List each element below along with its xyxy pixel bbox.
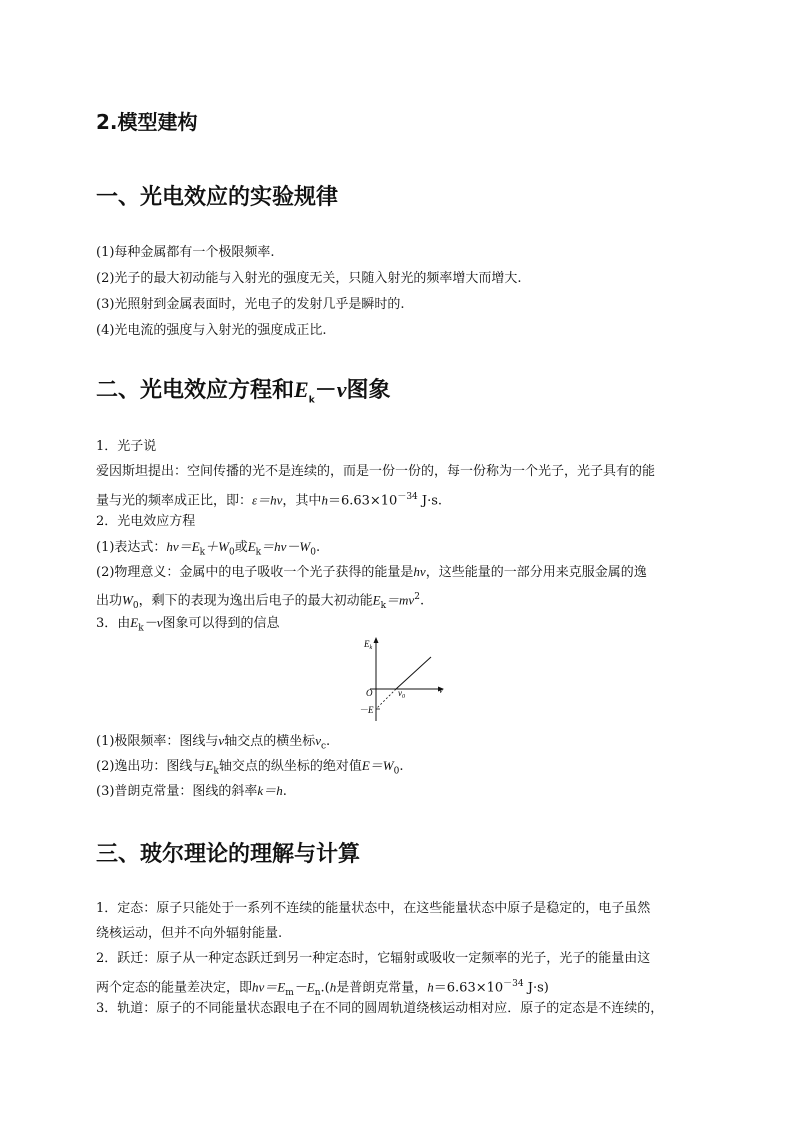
p2-line2-exp: －34 (503, 979, 524, 989)
ek-v-graph (356, 633, 452, 725)
sec3-p1-line2: 绕核运动，但并不向外辐射能量. (96, 926, 283, 941)
p2-line2-d: ＝6.63×10 (433, 980, 504, 996)
sec2-title-v: ν (336, 377, 347, 402)
info2-E: E (205, 758, 214, 773)
p2-line2-eq1: hν＝E (252, 979, 286, 995)
sec2-title-k: k (308, 395, 315, 406)
s3-head (96, 614, 280, 638)
sec1-item-4: (4)光电流的强度与入射光的强度成正比. (96, 323, 327, 338)
s2-phys-b: ，这些能量的一部分用来克服金属的逸 (425, 565, 647, 580)
info1-d: . (326, 734, 331, 749)
info3-a: (3)普朗克常量：图线的斜率 (96, 784, 258, 799)
y-axis-label: $E_k$ (364, 639, 373, 651)
sec3-p3-line1: 3．轨道：原子的不同能量状态跟电子在不同的圆周轨道绕核运动相对应．原子的定态是不连续的， (96, 1001, 664, 1016)
s2-expr-1k: k (199, 547, 206, 558)
info-2 (96, 757, 404, 781)
p2-line2-b: .( (320, 980, 330, 996)
s3-head-E: E (130, 615, 139, 630)
s1-line2-eq: ε＝hν (252, 492, 283, 508)
s1-line2-c: ＝6.63×10 (327, 493, 398, 509)
s2-phys2-sq: 2 (414, 592, 420, 602)
info-3 (96, 782, 287, 801)
sec2-title-suffix: 图象 (346, 378, 391, 403)
sec1-item-2: (2)光子的最大初动能与入射光的强度无关，只随入射光的频率增大而增大. (96, 271, 522, 286)
p2-line2-a: 两个定态的能量差决定，即 (96, 980, 253, 996)
sec3-p1-line1: 1．定态：原子只能处于一系列不连续的能量状态中，在这些能量状态中原子是稳定的，电子虽然 (96, 901, 651, 916)
s3-head-k: k (138, 623, 144, 634)
info2-k: k (213, 766, 219, 777)
sec2-title-E: E (294, 377, 309, 402)
sec1-title: 一、光电效应的实验规律 (96, 185, 339, 210)
origin-label: O (366, 688, 373, 698)
sec3-p2-line2 (96, 975, 549, 1002)
info2-eq: E＝W (361, 758, 394, 773)
s2-expr-1: hν＝E (166, 539, 200, 554)
sec1-item-1: (1)每种金属都有一个极限频率. (96, 245, 275, 260)
info-1 (96, 732, 330, 756)
p2-line2-eq2: －E (293, 979, 315, 995)
s2-expr-or: 或 (234, 540, 248, 555)
sec3-p2-line1: 2．跃迁：原子从一种定态跃迁到另一种定态时，它辐射或吸收一定频率的光子，光子的能量由这 (96, 951, 651, 966)
s2-phys (96, 563, 647, 582)
p2-line2-n: n (314, 987, 321, 998)
graph-line-extension (376, 689, 396, 709)
info2-d: . (399, 759, 404, 774)
s2-expr-4: ＝hν－W (261, 539, 311, 554)
p2-line2-h: h (329, 979, 337, 995)
info3-d: . (282, 784, 287, 799)
s2-phys2-0: 0 (132, 600, 139, 611)
s2-expr-3: E (247, 539, 256, 554)
info3-eq: k＝h (257, 783, 283, 798)
info1-a: (1)极限频率：图线与 (96, 734, 219, 749)
info2-0: 0 (393, 766, 400, 777)
info1-v: ν (218, 733, 225, 748)
s2-expr (96, 538, 320, 562)
sec2-title (96, 373, 391, 405)
s2-phys2-E: E (372, 592, 381, 608)
s1-line1: 爱因斯坦提出：空间传播的光不是连续的，而是一份一份的，每一份称为一个光子，光子具有的能 (96, 464, 656, 479)
x-axis-label: ν (439, 685, 443, 695)
s1-line2-a: 量与光的频率成正比，即： (96, 493, 253, 509)
s2-expr-3k: k (255, 547, 262, 558)
info2-b: 轴交点的纵坐标的绝对值 (218, 759, 362, 774)
sec2-title-dash: － (314, 378, 337, 403)
s2-phys2 (96, 588, 424, 615)
p2-line2-c: 是普朗克常量， (336, 980, 428, 996)
graph-line (396, 657, 431, 689)
s2-expr-40: 0 (310, 547, 316, 558)
info1-b: 轴交点的横坐标 (224, 734, 316, 749)
s3-head-c: 图象可以得到的信息 (162, 616, 280, 631)
sec1-item-3: (3)光照射到金属表面时，光电子的发射几乎是瞬时的. (96, 297, 405, 312)
s3-head-b: －ν (143, 615, 163, 630)
p2-line2-m: m (285, 987, 294, 998)
sec2-title-prefix: 二、光电效应方程和 (96, 378, 295, 403)
section-title: 2.模型建构 (96, 110, 198, 134)
s2-phys2-W: W (122, 592, 133, 608)
nu0-label: $\nu_0$ (398, 688, 405, 700)
s2-head: 2．光电效应方程 (96, 514, 196, 529)
sec3-title: 三、玻尔理论的理解与计算 (96, 842, 361, 867)
y-axis-arrow (374, 637, 379, 643)
s2-phys2-k: k (380, 600, 387, 611)
s1-line2-h: h (321, 492, 328, 508)
s1-line2-b: ，其中 (282, 493, 322, 509)
s2-phys2-d: . (419, 593, 425, 609)
s2-phys2-a: 出功 (96, 593, 123, 609)
s1-line2-exp: －34 (397, 492, 418, 502)
s2-phys-hv: hν (413, 564, 426, 579)
s2-phys2-c: ＝mv (386, 592, 415, 608)
s1-line2-d: J·s. (417, 493, 443, 509)
p2-line2-h2: h (427, 979, 434, 995)
s2-phys-a: (2)物理意义：金属中的电子吸收一个光子获得的能量是 (96, 565, 414, 580)
s2-expr-20: 0 (228, 547, 235, 558)
neg-E-label: －E (359, 705, 374, 715)
s1-head: 1．光子说 (96, 439, 157, 454)
info1-c: c (321, 741, 327, 752)
s2-expr-end: . (315, 540, 321, 555)
s1-line2 (96, 488, 442, 510)
p2-line2-e: J·s) (523, 980, 549, 996)
s2-expr-2: ＋W (205, 539, 229, 554)
info1-vc: ν (315, 733, 321, 748)
s2-expr-label: (1)表达式： (96, 540, 167, 555)
s3-head-a: 3．由 (96, 616, 131, 631)
s2-phys2-b: ，剩下的表现为逸出后电子的最大初动能 (138, 593, 373, 609)
info2-a: (2)逸出功：图线与 (96, 759, 206, 774)
